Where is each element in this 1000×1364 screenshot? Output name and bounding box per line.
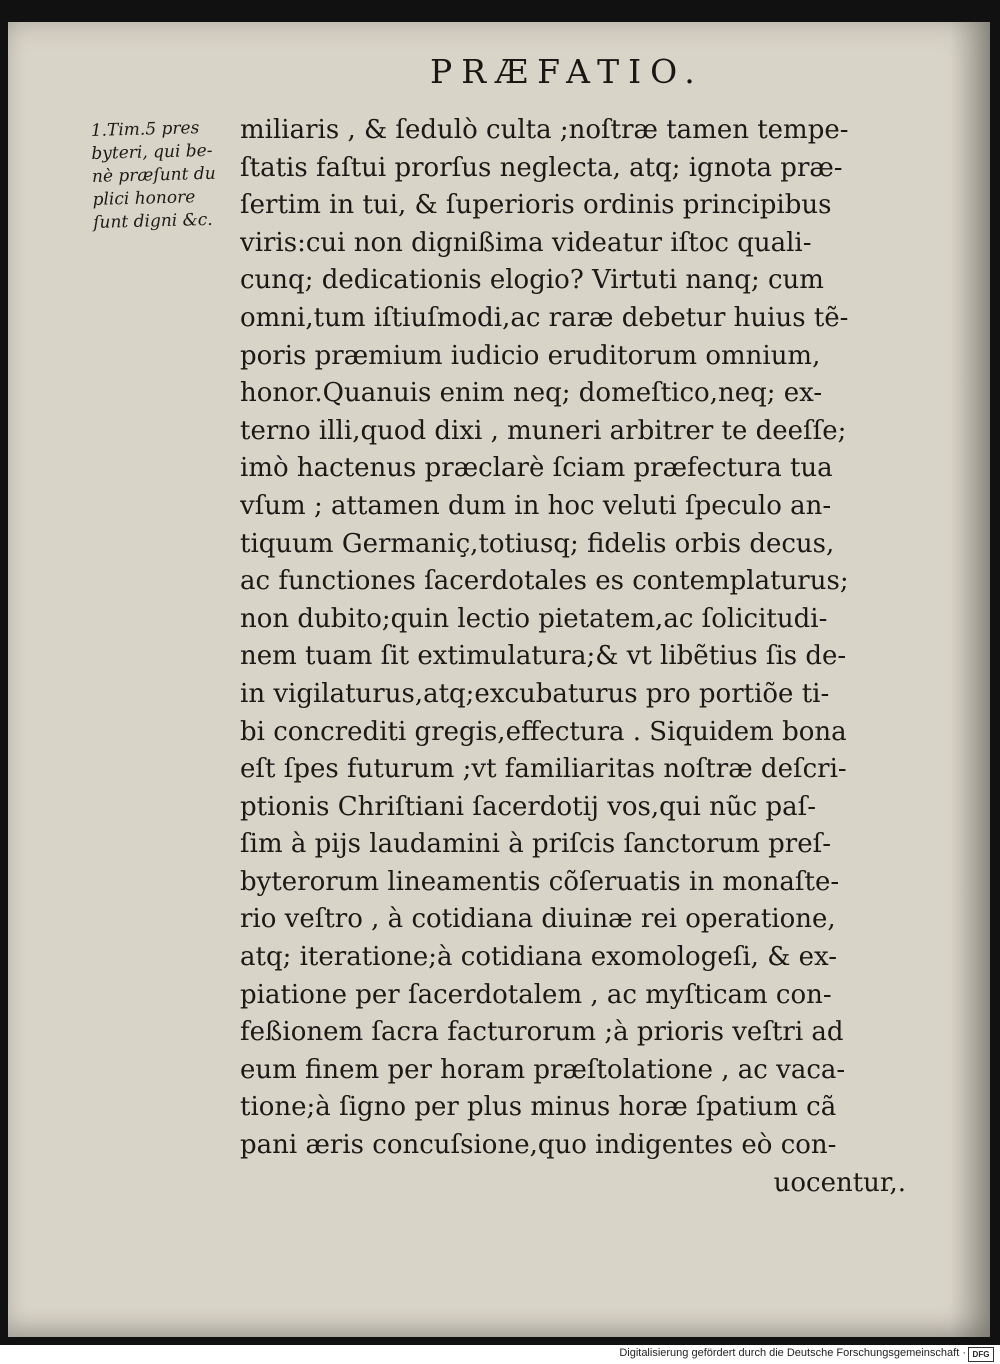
text-line: in vigilaturus,atq;excubaturus pro portiõe ti- (240, 678, 830, 709)
text-line: ſim à pijs laudamini à priſcis ſanctorum preſ- (240, 829, 832, 860)
text-line: ptionis Chriſtiani ſacerdotij vos,qui nũc paſ- (240, 791, 816, 822)
text-line: ſtatis faſtui prorſus neglecta, atq; ignota præ- (240, 152, 843, 183)
text-line: pani æris concuſsione,quo indigentes eò con- (240, 1130, 837, 1161)
text-line: cunq; dedicationis elogio? Virtuti nanq; cum (240, 265, 824, 296)
marginal-note-line: 1.Tim.5 pres (90, 118, 200, 141)
footer-credit: Digitalisierung gefördert durch die Deutsche Forschungsgemeinschaft · (619, 1347, 966, 1359)
marginal-note (91, 116, 244, 235)
text-line: bi concrediti gregis,effectura . Siquidem bona (240, 716, 847, 747)
marginal-note-line: ſunt digni &c. (92, 209, 213, 233)
text-line: byterorum lineamentis cõſeruatis in monaſte- (240, 866, 840, 897)
page-edge-shadow (950, 22, 990, 1337)
text-line: atq; iteratione;à cotidiana exomologeſi, & ex- (240, 942, 837, 973)
text-line: tione;à ſigno per plus minus horæ ſpatium cã (240, 1092, 837, 1123)
body-text (240, 112, 906, 1202)
text-line: terno illi,quod dixi , muneri arbitrer te deeſſe; (240, 415, 847, 446)
text-line: eſt ſpes futurum ;vt familiaritas noſtræ deſcri- (240, 754, 847, 785)
text-line: imò hactenus præclarè ſciam præfectura tua (240, 453, 833, 484)
text-line: piatione per ſacerdotalem , ac myſticam con- (240, 979, 832, 1010)
text-line: honor.Quanuis enim neq; domeſtico,neq; ex- (240, 378, 823, 409)
text-line: nem tuam ſit extimulatura;& vt libẽtius ſis de- (240, 641, 847, 672)
text-line: feßionem ſacra facturorum ;à prioris veſtri ad (240, 1017, 844, 1048)
text-line: eum finem per horam præſtolatione , ac vaca- (240, 1054, 846, 1085)
marginal-note-line: plici honore (92, 187, 196, 210)
dfg-logo-icon: DFG (968, 1347, 994, 1362)
text-line: rio veſtro , à cotidiana diuinæ rei operatione, (240, 904, 836, 935)
text-line: ac functiones ſacerdotales es contemplaturus; (240, 566, 849, 597)
running-head: PRÆFATIO. (430, 52, 704, 91)
marginal-note-line: nè præſunt du (91, 163, 216, 187)
text-line: poris præmium iudicio eruditorum omnium, (240, 340, 821, 371)
catchword-line: uocentur,. (773, 1167, 906, 1198)
text-line: vſum ; attamen dum in hoc veluti ſpeculo an- (240, 490, 832, 521)
text-line: tiquum Germaniç,totiusq; fidelis orbis decus, (240, 528, 835, 559)
text-line: non dubito;quin lectio pietatem,ac ſolicitudi- (240, 603, 828, 634)
text-line: miliaris , & ſedulò culta ;noſtræ tamen tempe- (240, 115, 849, 145)
text-line: omni,tum iſtiuſmodi,ac raræ debetur huius tẽ- (240, 302, 849, 333)
text-line: viris:cui non dignißima videatur iſtoc quali- (240, 227, 812, 258)
text-line: ſertim in tui, & ſuperioris ordinis principibus (240, 190, 832, 221)
marginal-note-line: byteri, qui be- (91, 140, 213, 164)
